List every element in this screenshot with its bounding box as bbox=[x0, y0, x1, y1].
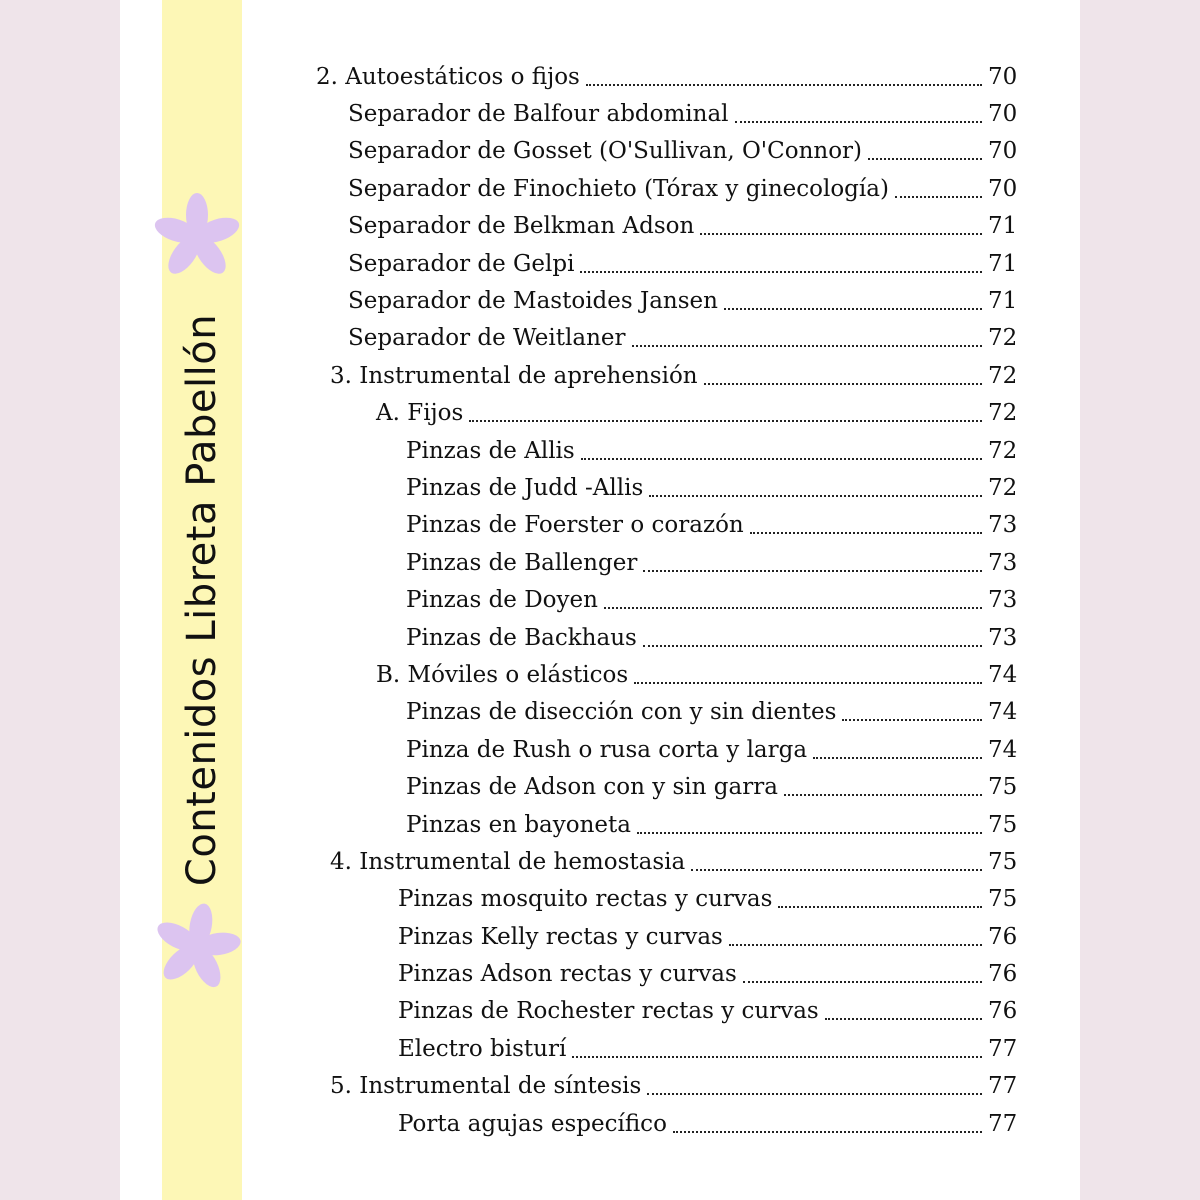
toc-entry-label: A. Fijos bbox=[376, 400, 464, 427]
toc-entry[interactable] bbox=[300, 432, 1020, 469]
dot-leader bbox=[604, 605, 982, 609]
toc-entry-label: Pinzas Adson rectas y curvas bbox=[398, 961, 737, 988]
toc-entry-page: 75 bbox=[988, 848, 1018, 875]
toc-entry[interactable] bbox=[300, 694, 1020, 731]
toc-entry[interactable] bbox=[300, 282, 1020, 319]
toc-entry-label: Separador de Gosset (O'Sullivan, O'Connor) bbox=[348, 138, 863, 165]
toc-entry-page: 73 bbox=[988, 587, 1018, 614]
toc-entry-page: 70 bbox=[988, 138, 1018, 165]
toc-entry-page: 70 bbox=[988, 63, 1018, 90]
toc-entry[interactable] bbox=[300, 581, 1020, 618]
toc-entry-label: Separador de Gelpi bbox=[348, 250, 575, 277]
toc-entry[interactable] bbox=[300, 1105, 1020, 1142]
toc-entry-label: Pinzas de Adson con y sin garra bbox=[406, 774, 778, 801]
toc-entry-page: 73 bbox=[988, 549, 1018, 576]
toc-entry-page: 73 bbox=[988, 624, 1018, 651]
dot-leader bbox=[580, 269, 982, 273]
dot-leader bbox=[649, 493, 982, 497]
toc-entry[interactable] bbox=[300, 918, 1020, 955]
dot-leader bbox=[825, 1016, 982, 1020]
toc-entry-page: 72 bbox=[988, 400, 1018, 427]
toc-entry-page: 72 bbox=[988, 325, 1018, 352]
toc-entry-page: 74 bbox=[988, 699, 1018, 726]
dot-leader bbox=[581, 456, 982, 460]
toc-entry-page: 71 bbox=[988, 288, 1018, 315]
toc-entry-label: Separador de Balfour abdominal bbox=[348, 101, 729, 128]
toc-entry-page: 72 bbox=[988, 362, 1018, 389]
toc-entry-page: 77 bbox=[988, 1110, 1018, 1137]
toc-entry[interactable] bbox=[300, 768, 1020, 805]
toc-entry[interactable] bbox=[300, 170, 1020, 207]
sidebar-title: Contenidos Libreta Pabellón bbox=[179, 313, 225, 887]
toc-entry[interactable] bbox=[300, 544, 1020, 581]
toc-entry-page: 75 bbox=[988, 811, 1018, 838]
toc-entry-label: Pinza de Rush o rusa corta y larga bbox=[406, 736, 808, 763]
toc-entry-label: Pinzas de Foerster o corazón bbox=[406, 512, 744, 539]
toc-entry-page: 72 bbox=[988, 474, 1018, 501]
toc-entry-label: Separador de Belkman Adson bbox=[348, 213, 695, 240]
toc-entry[interactable] bbox=[300, 95, 1020, 132]
toc-entry[interactable] bbox=[300, 507, 1020, 544]
toc-entry[interactable] bbox=[300, 320, 1020, 357]
dot-leader bbox=[729, 942, 982, 946]
dot-leader bbox=[469, 418, 982, 422]
dot-leader bbox=[637, 830, 982, 834]
dot-leader bbox=[586, 82, 982, 86]
toc-entry-page: 71 bbox=[988, 250, 1018, 277]
toc-entry-page: 74 bbox=[988, 736, 1018, 763]
toc-entry-page: 70 bbox=[988, 101, 1018, 128]
dot-leader bbox=[643, 643, 982, 647]
dot-leader bbox=[691, 867, 982, 871]
toc-entry[interactable] bbox=[300, 357, 1020, 394]
toc-entry-label: Separador de Finochieto (Tórax y ginecología) bbox=[348, 175, 889, 202]
dot-leader bbox=[700, 231, 982, 235]
toc-entry-label: Pinzas de Allis bbox=[406, 437, 575, 464]
toc-entry[interactable] bbox=[300, 656, 1020, 693]
toc-entry[interactable] bbox=[300, 245, 1020, 282]
toc-entry-label: B. Móviles o elásticos bbox=[376, 661, 629, 688]
toc-entry-page: 73 bbox=[988, 512, 1018, 539]
toc-entry-label: Pinzas de Backhaus bbox=[406, 624, 637, 651]
toc-entry[interactable] bbox=[300, 133, 1020, 170]
dot-leader bbox=[704, 381, 982, 385]
toc-entry[interactable] bbox=[300, 806, 1020, 843]
dot-leader bbox=[868, 156, 982, 160]
toc-entry-label: Pinzas de Ballenger bbox=[406, 549, 638, 576]
toc-entry-label: Pinzas de Rochester rectas y curvas bbox=[398, 998, 819, 1025]
dot-leader bbox=[647, 1091, 982, 1095]
toc-entry-label: 2. Autoestáticos o fijos bbox=[316, 63, 580, 90]
toc-entry[interactable] bbox=[300, 58, 1020, 95]
toc-entry-page: 76 bbox=[988, 923, 1018, 950]
dot-leader bbox=[784, 792, 982, 796]
dot-leader bbox=[634, 680, 982, 684]
toc-entry-label: Porta agujas específico bbox=[398, 1110, 667, 1137]
toc-entry-page: 72 bbox=[988, 437, 1018, 464]
dot-leader bbox=[643, 568, 982, 572]
dot-leader bbox=[842, 717, 982, 721]
toc-entry[interactable] bbox=[300, 395, 1020, 432]
toc-entry-label: Electro bisturí bbox=[398, 1035, 567, 1062]
toc-entry[interactable] bbox=[300, 731, 1020, 768]
toc-entry-page: 71 bbox=[988, 213, 1018, 240]
toc-entry-label: Pinzas de disección con y sin dientes bbox=[406, 699, 837, 726]
dot-leader bbox=[572, 1054, 982, 1058]
toc-entry-label: Pinzas mosquito rectas y curvas bbox=[398, 886, 773, 913]
toc-entry-label: Separador de Weitlaner bbox=[348, 325, 626, 352]
flower-icon bbox=[152, 192, 242, 282]
table-of-contents bbox=[300, 58, 1020, 1142]
dot-leader bbox=[673, 1129, 982, 1133]
toc-entry-page: 75 bbox=[988, 774, 1018, 801]
toc-entry-page: 77 bbox=[988, 1073, 1018, 1100]
toc-entry-label: 4. Instrumental de hemostasia bbox=[330, 848, 686, 875]
toc-entry-label: 3. Instrumental de aprehensión bbox=[330, 362, 698, 389]
flower-icon bbox=[152, 902, 242, 992]
toc-entry[interactable] bbox=[300, 1068, 1020, 1105]
toc-entry[interactable] bbox=[300, 843, 1020, 880]
dot-leader bbox=[895, 194, 982, 198]
toc-entry[interactable] bbox=[300, 881, 1020, 918]
toc-entry[interactable] bbox=[300, 993, 1020, 1030]
dot-leader bbox=[778, 904, 982, 908]
toc-entry-page: 77 bbox=[988, 1035, 1018, 1062]
toc-entry-label: Pinzas de Judd -Allis bbox=[406, 474, 644, 501]
toc-entry-label: Separador de Mastoides Jansen bbox=[348, 288, 718, 315]
toc-entry[interactable] bbox=[300, 469, 1020, 506]
toc-entry[interactable] bbox=[300, 955, 1020, 992]
toc-entry-label: 5. Instrumental de síntesis bbox=[330, 1073, 642, 1100]
dot-leader bbox=[735, 119, 982, 123]
toc-entry[interactable] bbox=[300, 1030, 1020, 1067]
toc-entry-label: Pinzas en bayoneta bbox=[406, 811, 631, 838]
dot-leader bbox=[743, 979, 982, 983]
toc-entry-page: 70 bbox=[988, 175, 1018, 202]
toc-entry-page: 74 bbox=[988, 661, 1018, 688]
toc-entry-label: Pinzas Kelly rectas y curvas bbox=[398, 923, 723, 950]
toc-entry-label: Pinzas de Doyen bbox=[406, 587, 598, 614]
toc-entry-page: 76 bbox=[988, 961, 1018, 988]
toc-entry-page: 76 bbox=[988, 998, 1018, 1025]
toc-entry-page: 75 bbox=[988, 886, 1018, 913]
toc-entry[interactable] bbox=[300, 619, 1020, 656]
dot-leader bbox=[632, 343, 983, 347]
dot-leader bbox=[750, 530, 982, 534]
dot-leader bbox=[813, 755, 982, 759]
toc-entry[interactable] bbox=[300, 208, 1020, 245]
dot-leader bbox=[724, 306, 982, 310]
